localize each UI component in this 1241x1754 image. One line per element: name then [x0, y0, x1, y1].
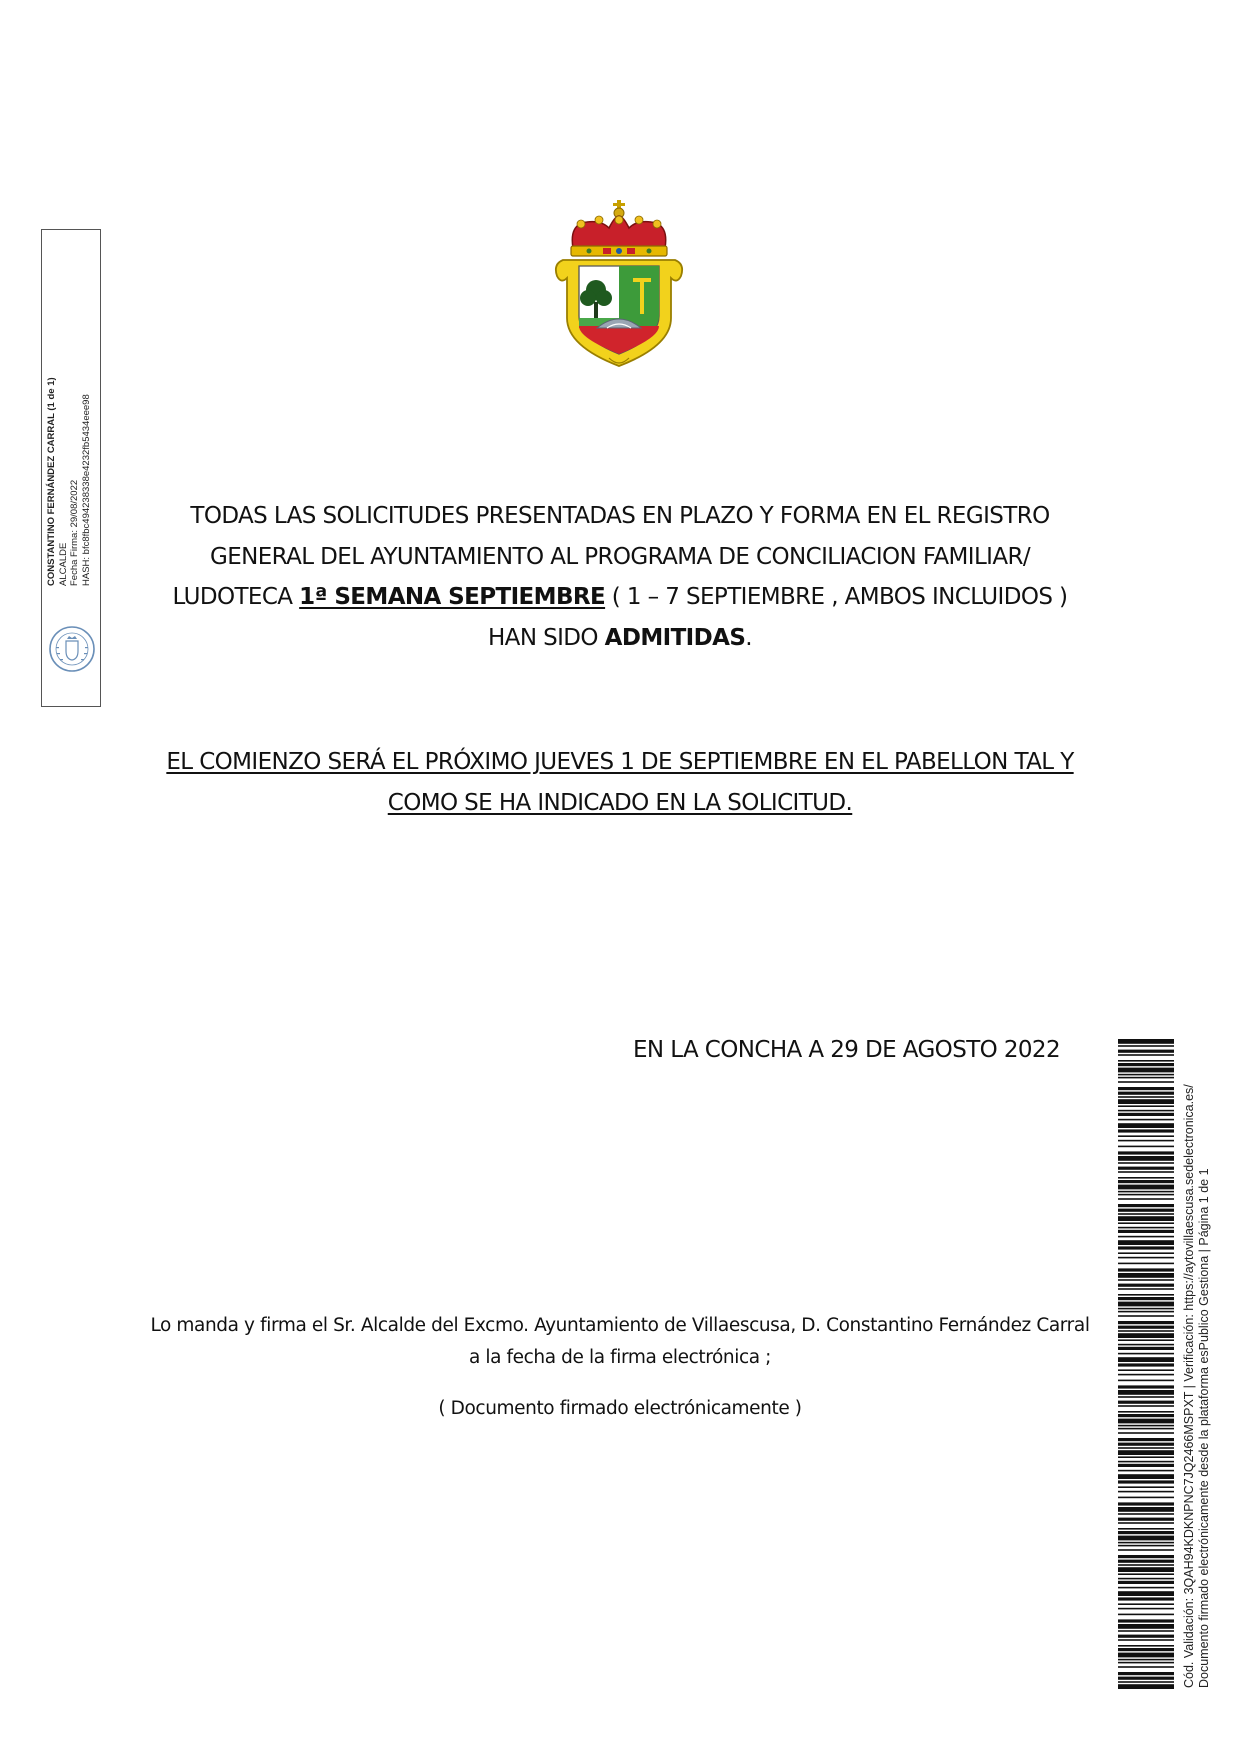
verification-text — [1182, 1038, 1222, 1688]
start-notice: EL COMIENZO SERÁ EL PRÓXIMO JUEVES 1 DE SEPTIEMBRE EN EL PABELLON TAL Y COMO SE HA INDICADO EN LA SOLICITUD. — [166, 749, 1074, 816]
signature-hash: HASH: bfc8fbc494238338e4232fb5434eee98 — [80, 394, 92, 586]
place-date: EN LA CONCHA A 29 DE AGOSTO 2022 — [632, 1037, 1060, 1063]
admission-notice — [160, 496, 1080, 658]
notice-text-part1: TODAS LAS SOLICITUDES PRESENTADAS EN PLAZO Y FORMA EN EL REGISTRO GENERAL DEL AYUNTAMIENTO AL PROGRAMA DE CONCILIACION FAMILIAR/ LUDOTECA — [172, 503, 1050, 610]
signature-stamp — [41, 229, 101, 707]
notice-week: 1ª SEMANA SEPTIEMBRE — [299, 584, 606, 610]
signature-date: Fecha Firma: 29/08/2022 — [69, 479, 80, 586]
notice-text-part2: ( 1 – 7 SEPTIEMBRE , AMBOS INCLUIDOS ) HAN SIDO — [487, 584, 1068, 651]
coat-of-arms-logo — [549, 198, 689, 368]
signature-stamp-text — [46, 366, 106, 586]
municipal-seal-icon — [48, 625, 96, 673]
signature-line: Lo manda y firma el Sr. Alcalde del Excmo. Ayuntamiento de Villaescusa, D. Constantino Fernández Carral a la fecha de la firma electrónica ; — [150, 1315, 1090, 1368]
verification-platform-line: Documento firmado electrónicamente desde la plataforma esPublico Gestiona | Página 1 de 1 — [1197, 1168, 1211, 1688]
signer-name: CONSTANTINO FERNÁNDEZ CARRAL (1 de 1) — [46, 377, 57, 586]
verification-code-line: Cód. Validación: 3QAH94KDKNPNC7JQ2466MSPXT | Verificación: https://aytovillaescusa.sedelectronica.es/ — [1182, 1084, 1196, 1688]
notice-text-end: . — [745, 624, 753, 651]
signed-note: ( Documento firmado electrónicamente ) — [438, 1398, 802, 1419]
signer-role: ALCALDE — [57, 542, 69, 586]
notice-admitted: ADMITIDAS — [604, 624, 746, 651]
barcode-icon — [1118, 1039, 1174, 1689]
